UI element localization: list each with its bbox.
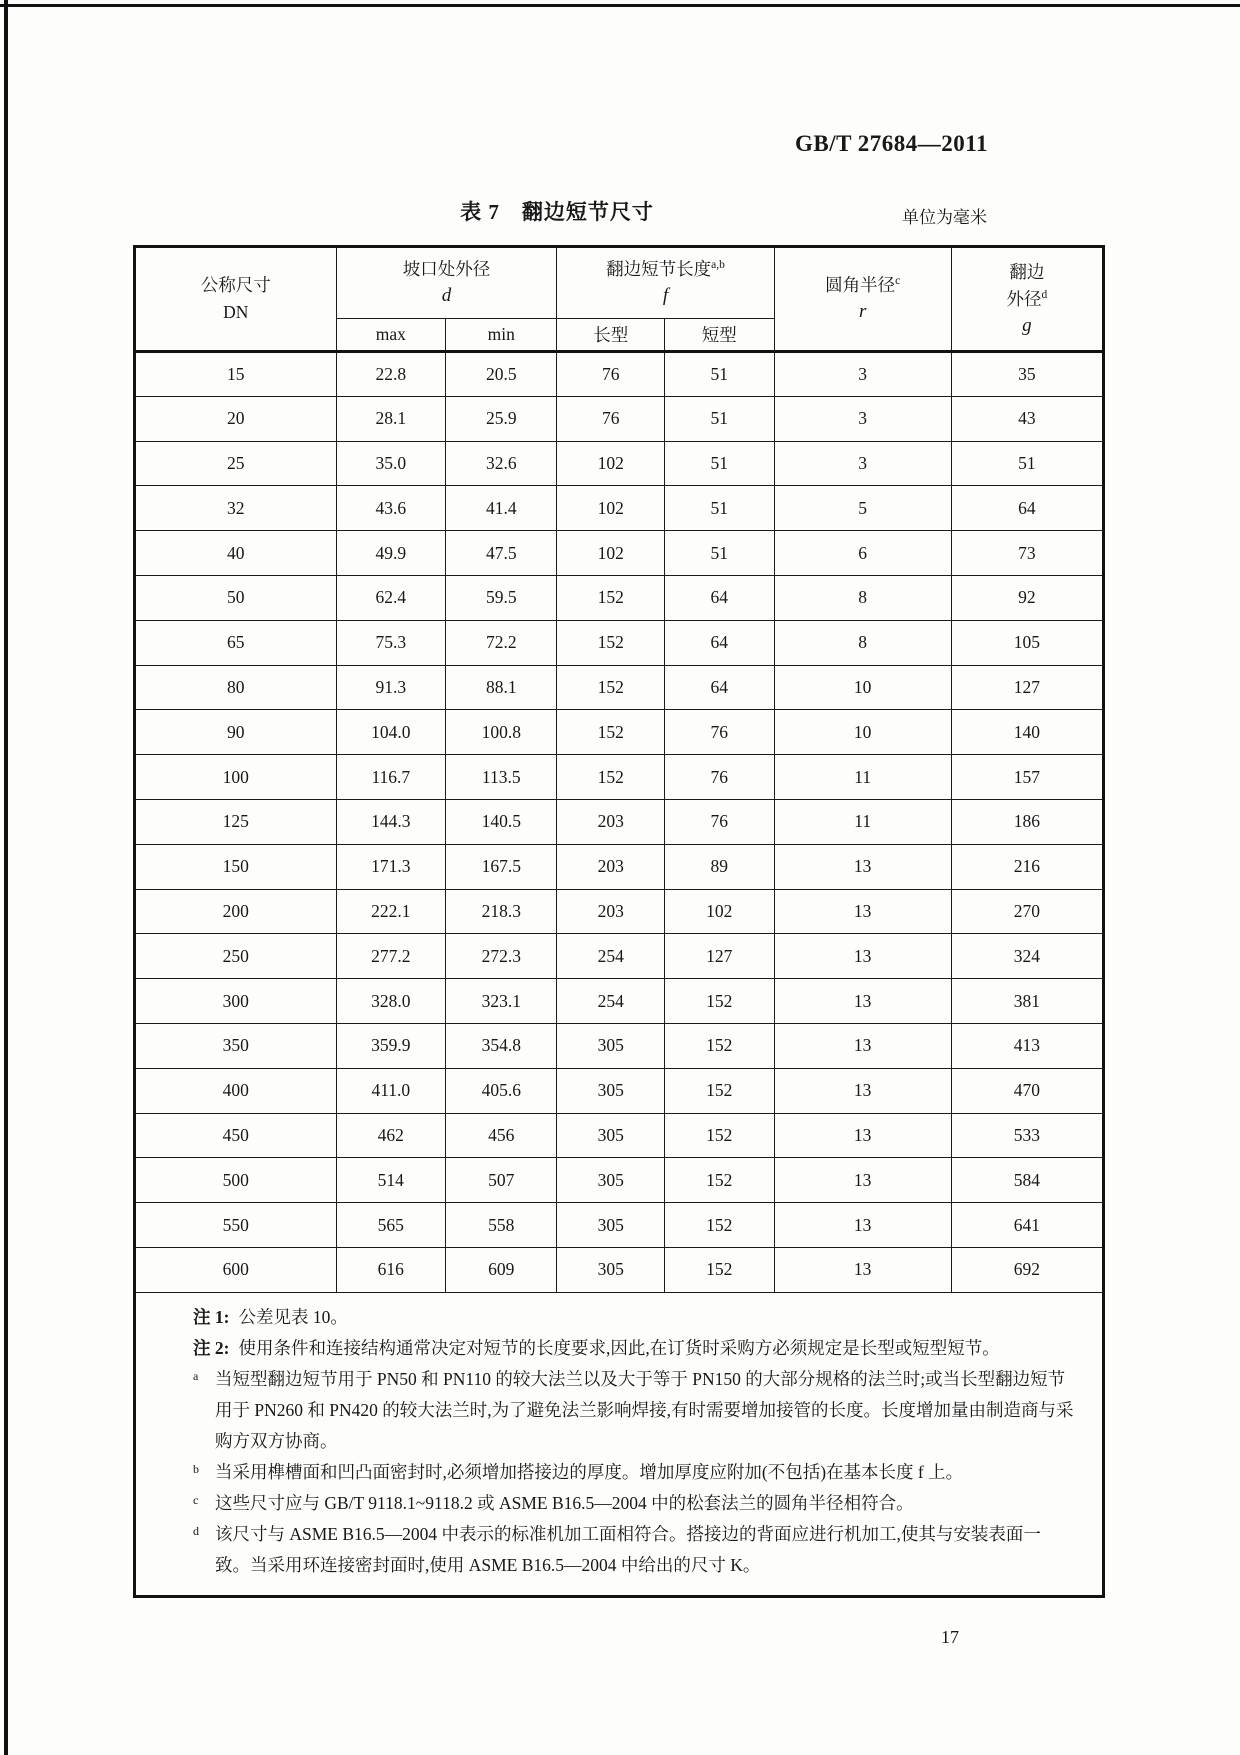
table-cell: 533 [951, 1113, 1103, 1158]
table-cell: 411.0 [336, 1068, 445, 1113]
table-cell: 350 [135, 1023, 337, 1068]
table-cell: 140 [951, 710, 1103, 755]
table-cell: 6 [774, 531, 951, 576]
table-cell: 413 [951, 1023, 1103, 1068]
table-row [135, 352, 1104, 397]
table-cell: 102 [665, 889, 774, 934]
table-notes-section [135, 1292, 1104, 1596]
header-f-symbol: f [662, 285, 669, 307]
table-cell: 400 [135, 1068, 337, 1113]
table-cell: 13 [774, 844, 951, 889]
table-cell: 359.9 [336, 1023, 445, 1068]
table-cell: 8 [774, 575, 951, 620]
table-cell: 51 [951, 441, 1103, 486]
table-cell: 20 [135, 396, 337, 441]
table-cell: 20.5 [446, 352, 557, 397]
header-r-symbol: r [858, 301, 867, 323]
table-cell: 600 [135, 1247, 337, 1292]
table-cell: 127 [951, 665, 1103, 710]
table-cell: 102 [557, 441, 665, 486]
header-g-title-2: 外径$^d$ [1006, 288, 1048, 309]
table-cell: 3 [774, 396, 951, 441]
table-row [135, 844, 1104, 889]
note-text: 当短型翻边短节用于 PN50 和 PN110 的较大法兰以及大于等于 PN150 的大部分规格的法兰时;或当长型翻边短节用于 PN260 和 PN420 的较大法兰时,为了避免法兰影响焊接,有时需要增加接管的长度。长度增加量由制造商与采购方双方协商。 [215, 1368, 1074, 1451]
table-cell: 64 [951, 486, 1103, 531]
table-cell: 13 [774, 889, 951, 934]
table-cell: 13 [774, 1158, 951, 1203]
table-cell: 450 [135, 1113, 337, 1158]
table-body [135, 352, 1104, 1293]
table-cell: 152 [557, 665, 665, 710]
table-cell: 51 [665, 441, 774, 486]
table-cell: 584 [951, 1158, 1103, 1203]
table-cell: 305 [557, 1023, 665, 1068]
table-cell: 64 [665, 665, 774, 710]
header-g-title-1: 翻边 [1009, 261, 1045, 282]
table-cell: 218.3 [446, 889, 557, 934]
table-cell: 140.5 [446, 799, 557, 844]
table-cell: 15 [135, 352, 337, 397]
table-cell: 144.3 [336, 799, 445, 844]
header-dn [135, 247, 337, 352]
table-row [135, 575, 1104, 620]
header-f-title: 翻边短节长度$^{a,b}$ [606, 259, 725, 280]
table-cell: 76 [557, 352, 665, 397]
header-f [557, 247, 774, 319]
table-cell: 116.7 [336, 755, 445, 800]
table-row [135, 710, 1104, 755]
table-cell: 514 [336, 1158, 445, 1203]
note-text: 这些尺寸应与 GB/T 9118.1~9118.2 或 ASME B16.5—2004 中的松套法兰的圆角半径相符合。 [215, 1492, 914, 1513]
table-cell: 11 [774, 799, 951, 844]
table-cell: 500 [135, 1158, 337, 1203]
table-cell: 203 [557, 844, 665, 889]
table-row [135, 934, 1104, 979]
table-note [193, 1302, 1074, 1333]
table-cell: 73 [951, 531, 1103, 576]
table-cell: 550 [135, 1203, 337, 1248]
table-cell: 100 [135, 755, 337, 800]
page-number: 17 [941, 1627, 959, 1647]
table-cell: 150 [135, 844, 337, 889]
table-cell: 565 [336, 1203, 445, 1248]
table-cell: 354.8 [446, 1023, 557, 1068]
table-row [135, 799, 1104, 844]
table-cell: 456 [446, 1113, 557, 1158]
table-cell: 47.5 [446, 531, 557, 576]
table-cell: 203 [557, 799, 665, 844]
header-dn-sub: DN [223, 302, 249, 322]
table-cell: 152 [557, 710, 665, 755]
table-cell: 152 [665, 1023, 774, 1068]
table-cell: 102 [557, 486, 665, 531]
dimensions-table [133, 245, 1105, 1598]
note-text: 该尺寸与 ASME B16.5—2004 中表示的标准机加工面相符合。搭接边的背面应进行机加工,使其与安装表面一致。当采用环连接密封面时,使用 ASME B16.5—2004 中给出的尺寸 K。 [215, 1523, 1041, 1575]
table-cell: 300 [135, 979, 337, 1024]
table-cell: 324 [951, 934, 1103, 979]
table-row [135, 620, 1104, 665]
table-cell: 152 [665, 1247, 774, 1292]
table-cell: 25 [135, 441, 337, 486]
table-cell: 167.5 [446, 844, 557, 889]
table-cell: 152 [665, 1158, 774, 1203]
table-cell: 13 [774, 934, 951, 979]
table-cell: 470 [951, 1068, 1103, 1113]
table-cell: 405.6 [446, 1068, 557, 1113]
table-cell: 250 [135, 934, 337, 979]
header-g-symbol: g [1022, 314, 1032, 336]
table-cell: 125 [135, 799, 337, 844]
table-row [135, 665, 1104, 710]
table-row [135, 396, 1104, 441]
table-row [135, 486, 1104, 531]
table-row [135, 1247, 1104, 1292]
table-note [193, 1488, 1074, 1519]
table-cell: 75.3 [336, 620, 445, 665]
table-cell: 10 [774, 710, 951, 755]
header-short: 短型 [665, 319, 774, 352]
table-cell: 76 [665, 755, 774, 800]
table-cell: 381 [951, 979, 1103, 1024]
table-cell: 22.8 [336, 352, 445, 397]
table-cell: 51 [665, 352, 774, 397]
table-cell: 3 [774, 441, 951, 486]
header-g-sup: d [1041, 288, 1048, 301]
table-cell: 80 [135, 665, 337, 710]
table-caption: 表 7 翻边短节尺寸 [460, 200, 654, 224]
header-long: 长型 [557, 319, 665, 352]
table-cell: 3 [774, 352, 951, 397]
note-marker: 注 2: [193, 1337, 230, 1358]
header-d-symbol: d [441, 285, 452, 307]
table-cell: 171.3 [336, 844, 445, 889]
table-row [135, 531, 1104, 576]
header-d [336, 247, 557, 319]
header-r-title: 圆角半径$^c$ [825, 275, 901, 296]
table-cell: 104.0 [336, 710, 445, 755]
table-cell: 305 [557, 1158, 665, 1203]
table-cell: 51 [665, 531, 774, 576]
table-cell: 41.4 [446, 486, 557, 531]
header-max: max [336, 319, 445, 352]
table-cell: 507 [446, 1158, 557, 1203]
table-row [135, 1113, 1104, 1158]
table-cell: 25.9 [446, 396, 557, 441]
table-cell: 64 [665, 575, 774, 620]
table-cell: 35 [951, 352, 1103, 397]
table-cell: 64 [665, 620, 774, 665]
table-cell: 90 [135, 710, 337, 755]
table-cell: 328.0 [336, 979, 445, 1024]
note-text: 使用条件和连接结构通常决定对短节的长度要求,因此,在订货时采购方必须规定是长型或短型短节。 [238, 1337, 1000, 1358]
table-cell: 76 [665, 710, 774, 755]
table-row [135, 1203, 1104, 1248]
table-cell: 216 [951, 844, 1103, 889]
note-marker: 注 1: [193, 1306, 230, 1327]
table-row [135, 1158, 1104, 1203]
table-cell: 609 [446, 1247, 557, 1292]
scan-edge-top [0, 4, 1240, 7]
table-cell: 72.2 [446, 620, 557, 665]
table-cell: 5 [774, 486, 951, 531]
table-cell: 462 [336, 1113, 445, 1158]
header-dn-title: 公称尺寸 [200, 274, 271, 295]
table-cell: 203 [557, 889, 665, 934]
table-cell: 32.6 [446, 441, 557, 486]
table-cell: 113.5 [446, 755, 557, 800]
table-cell: 254 [557, 934, 665, 979]
table-cell: 616 [336, 1247, 445, 1292]
table-cell: 11 [774, 755, 951, 800]
unit-label: 单位为毫米 [902, 208, 987, 227]
note-text: 当采用榫槽面和凹凸面密封时,必须增加搭接边的厚度。增加厚度应附加(不包括)在基本长度 f 上。 [215, 1461, 964, 1482]
table-cell: 152 [665, 1068, 774, 1113]
table-cell: 152 [665, 979, 774, 1024]
note-marker: c [193, 1492, 199, 1507]
header-min: min [446, 319, 557, 352]
header-r-sup: c [895, 275, 901, 288]
table-cell: 270 [951, 889, 1103, 934]
table-cell: 323.1 [446, 979, 557, 1024]
table-cell: 254 [557, 979, 665, 1024]
table-cell: 35.0 [336, 441, 445, 486]
table-cell: 28.1 [336, 396, 445, 441]
header-g [951, 247, 1103, 352]
table-cell: 13 [774, 1203, 951, 1248]
table-cell: 305 [557, 1068, 665, 1113]
table-row [135, 755, 1104, 800]
notes-list [193, 1302, 1074, 1581]
header-f-sup: a,b [711, 259, 725, 272]
table-cell: 305 [557, 1113, 665, 1158]
table-header [135, 247, 1104, 352]
table-cell: 100.8 [446, 710, 557, 755]
table-cell: 43.6 [336, 486, 445, 531]
table-cell: 200 [135, 889, 337, 934]
table-cell: 92 [951, 575, 1103, 620]
table-cell: 641 [951, 1203, 1103, 1248]
table-note [193, 1519, 1074, 1581]
table-cell: 152 [557, 755, 665, 800]
table-cell: 49.9 [336, 531, 445, 576]
table-cell: 51 [665, 486, 774, 531]
table-cell: 152 [665, 1203, 774, 1248]
table-cell: 50 [135, 575, 337, 620]
table-cell: 13 [774, 1023, 951, 1068]
notes-cell [135, 1292, 1104, 1596]
table-cell: 91.3 [336, 665, 445, 710]
table-row [135, 1023, 1104, 1068]
note-marker: a [193, 1368, 199, 1383]
table-cell: 102 [557, 531, 665, 576]
table-cell: 76 [665, 799, 774, 844]
table-cell: 105 [951, 620, 1103, 665]
caption-row [133, 196, 1105, 228]
table-cell: 272.3 [446, 934, 557, 979]
table-cell: 152 [665, 1113, 774, 1158]
table-cell: 127 [665, 934, 774, 979]
table-note [193, 1457, 1074, 1488]
header-d-title: 坡口处外径 [402, 259, 491, 280]
table-row [135, 889, 1104, 934]
table-cell: 32 [135, 486, 337, 531]
table-cell: 62.4 [336, 575, 445, 620]
table-cell: 152 [557, 620, 665, 665]
table-cell: 51 [665, 396, 774, 441]
table-row [135, 1068, 1104, 1113]
table-cell: 558 [446, 1203, 557, 1248]
table-row [135, 441, 1104, 486]
table-cell: 76 [557, 396, 665, 441]
table-cell: 13 [774, 1247, 951, 1292]
table-cell: 89 [665, 844, 774, 889]
table-cell: 13 [774, 1068, 951, 1113]
table-cell: 305 [557, 1247, 665, 1292]
table-cell: 152 [557, 575, 665, 620]
note-text: 公差见表 10。 [238, 1306, 348, 1327]
table-cell: 65 [135, 620, 337, 665]
table-note [193, 1333, 1074, 1364]
table-cell: 59.5 [446, 575, 557, 620]
table-cell: 157 [951, 755, 1103, 800]
note-marker: b [193, 1461, 199, 1476]
table-cell: 43 [951, 396, 1103, 441]
note-marker: d [193, 1523, 199, 1538]
table-cell: 13 [774, 1113, 951, 1158]
table-cell: 186 [951, 799, 1103, 844]
table-row [135, 979, 1104, 1024]
scan-edge-left [4, 0, 8, 1755]
table-cell: 692 [951, 1247, 1103, 1292]
table-note [193, 1364, 1074, 1457]
table-cell: 10 [774, 665, 951, 710]
header-r [774, 247, 951, 352]
table-cell: 305 [557, 1203, 665, 1248]
table-cell: 40 [135, 531, 337, 576]
table-cell: 8 [774, 620, 951, 665]
table-cell: 277.2 [336, 934, 445, 979]
table-cell: 222.1 [336, 889, 445, 934]
table-cell: 88.1 [446, 665, 557, 710]
standard-number: GB/T 27684—2011 [794, 131, 988, 156]
table-cell: 13 [774, 979, 951, 1024]
